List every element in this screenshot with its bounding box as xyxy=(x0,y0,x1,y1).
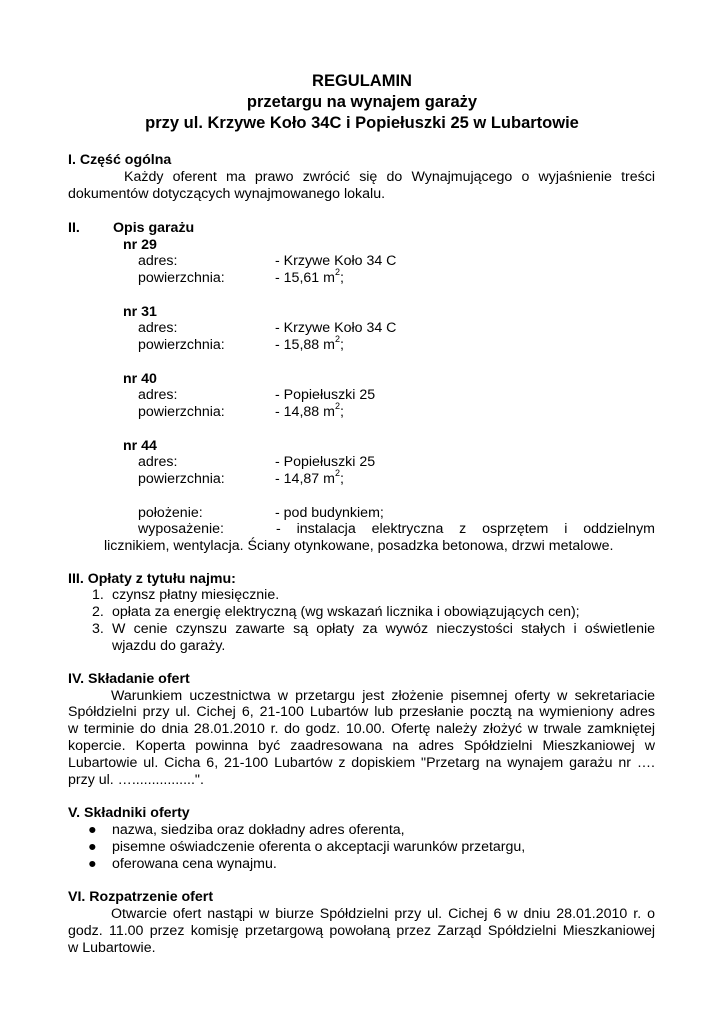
offer-item-2: pisemne oświadczenie oferenta o akceptacji warunków przetargu, xyxy=(112,839,526,855)
location-value: - pod budynkiem; xyxy=(275,505,384,521)
equipment-line-1: - instalacja elektryczna z osprzętem i oddzielnym xyxy=(276,521,655,537)
garage-31-area: - 15,88 $m^2$; xyxy=(275,334,344,353)
garage-29-address: - Krzywe Koło 34 C xyxy=(275,253,397,269)
section-4-line-6: przy ul. …................". xyxy=(68,772,204,788)
garage-44-address-label: adres: xyxy=(138,454,178,470)
section-2-heading: Opis garażu xyxy=(113,220,195,236)
bullet-icon: ● xyxy=(88,856,97,872)
section-5-heading: V. Składniki oferty xyxy=(68,805,190,821)
garage-40-area: - 14,88 $m^2$; xyxy=(275,401,344,420)
garage-40-area-label: powierzchnia: xyxy=(138,404,225,420)
garage-31-address: - Krzywe Koło 34 C xyxy=(275,320,397,336)
garage-40-number: nr 40 xyxy=(123,371,157,387)
fee-item-3-number: 3. xyxy=(92,621,104,637)
fee-item-3-text: W cenie czynszu zawarte są opłaty za wywóz nieczystości stałych i oświetlenie xyxy=(112,621,655,637)
garage-29-number: nr 29 xyxy=(123,237,157,253)
garage-31-address-label: adres: xyxy=(138,320,178,336)
fee-item-3-text-cont: wjazdu do garaży. xyxy=(112,638,226,654)
section-4-line-2: Spółdzielni przy ul. Cichej 6, 21-100 Lubartów lub przesłanie pocztą na wymieniony adres xyxy=(68,704,655,720)
document-subtitle-1: przetargu na wynajem garaży xyxy=(246,93,478,111)
garage-44-address: - Popiełuszki 25 xyxy=(275,454,376,470)
bullet-icon: ● xyxy=(88,822,97,838)
section-4-line-5: Lubartowie ul. Cicha 6, 21-100 Lubartów z dopiskiem "Przetarg na wynajem garażu nr …. xyxy=(68,755,655,771)
section-6-line-3: w Lubartowie. xyxy=(68,940,156,956)
equipment-line-2: licznikiem, wentylacja. Ściany otynkowane, posadzka betonowa, drzwi metalowe. xyxy=(104,538,614,554)
garage-31-number: nr 31 xyxy=(123,304,157,320)
offer-item-1: nazwa, siedziba oraz dokładny adres oferenta, xyxy=(112,822,405,838)
section-4-line-4: kopercie. Koperta powinna być zaadresowana na adres Spółdzielni Mieszkaniowej w xyxy=(68,738,655,754)
location-label: położenie: xyxy=(138,505,203,521)
garage-40-address-label: adres: xyxy=(138,387,178,403)
section-4-line-3: w terminie do dnia 28.01.2010 r. do godz. 10.00. Ofertę należy złożyć w trwale zamkniętej xyxy=(68,721,655,737)
section-6-heading: VI. Rozpatrzenie ofert xyxy=(68,889,214,905)
fee-item-2-text: opłata za energię elektryczną (wg wskazań licznika i obowiązujących cen); xyxy=(112,604,580,620)
section-1-line-1: Każdy oferent ma prawo zwrócić się do Wynajmującego o wyjaśnienie treści xyxy=(124,169,655,185)
fee-item-1-text: czynsz płatny miesięcznie. xyxy=(112,587,280,603)
section-6-line-2: godz. 11.00 przez komisję przetargową powołaną przez Zarząd Spółdzielni Mieszkaniowej xyxy=(68,923,655,939)
equipment-label: wyposażenie: xyxy=(138,521,224,537)
garage-40-address: - Popiełuszki 25 xyxy=(275,387,376,403)
garage-29-area: - 15,61 $m^2$; xyxy=(275,267,344,286)
section-6-line-1: Otwarcie ofert nastąpi w biurze Spółdzielni przy ul. Cichej 6 w dniu 28.01.2010 r. o xyxy=(111,906,655,922)
section-3-heading: III. Opłaty z tytułu najmu: xyxy=(68,571,236,587)
section-2-number: II. xyxy=(68,220,80,236)
document-title: REGULAMIN xyxy=(312,72,412,90)
fee-item-2-number: 2. xyxy=(92,604,104,620)
garage-29-address-label: adres: xyxy=(138,253,178,269)
garage-29-area-label: powierzchnia: xyxy=(138,270,225,286)
section-1-heading: I. Część ogólna xyxy=(68,152,172,168)
garage-44-area-label: powierzchnia: xyxy=(138,471,225,487)
section-1-line-2: dokumentów dotyczących wynajmowanego lokalu. xyxy=(68,186,386,202)
section-4-heading: IV. Składanie ofert xyxy=(68,671,190,687)
garage-31-area-label: powierzchnia: xyxy=(138,337,225,353)
offer-item-3: oferowana cena wynajmu. xyxy=(112,856,277,872)
fee-item-1-number: 1. xyxy=(92,587,104,603)
garage-44-number: nr 44 xyxy=(123,438,157,454)
section-4-line-1: Warunkiem uczestnictwa w przetargu jest złożenie pisemnej oferty w sekretariacie xyxy=(111,688,655,704)
document-subtitle-2: przy ul. Krzywe Koło 34C i Popiełuszki 25 w Lubartowie xyxy=(145,114,579,132)
bullet-icon: ● xyxy=(88,839,97,855)
garage-44-area: - 14,87 $m^2$; xyxy=(275,468,344,487)
